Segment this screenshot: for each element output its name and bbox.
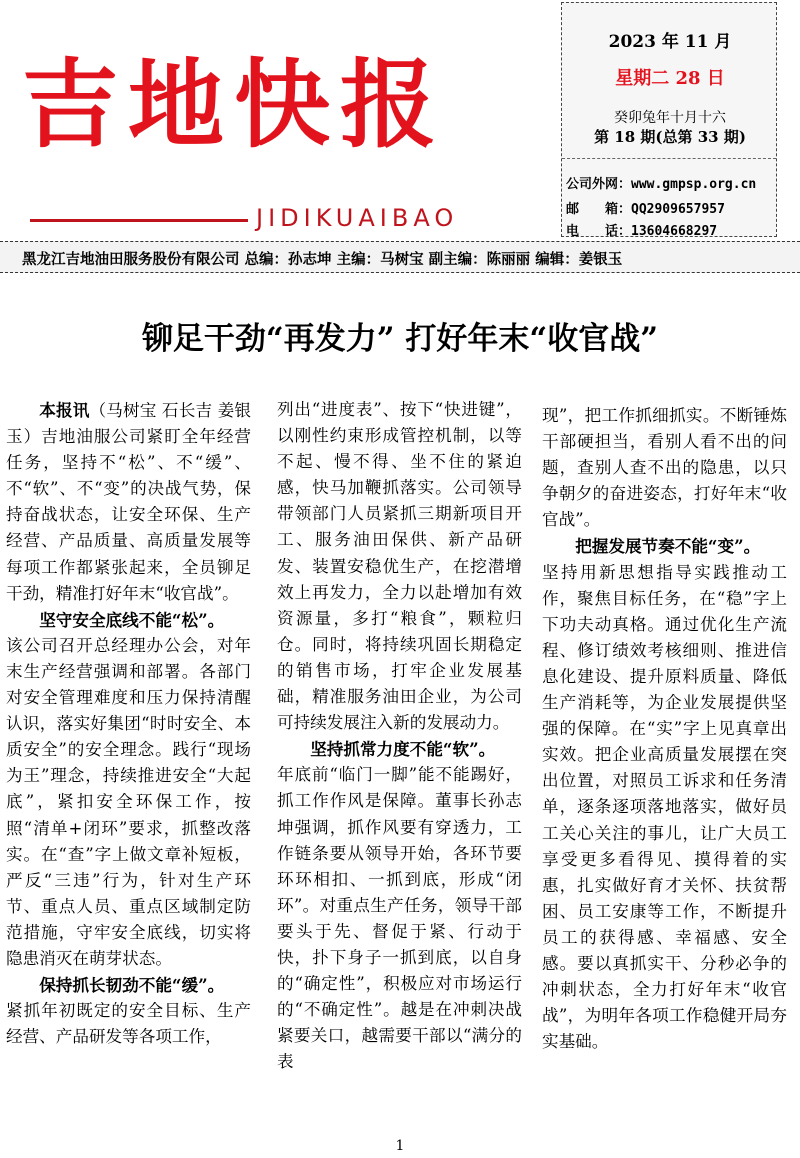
newspaper-masthead: 吉地快报 xyxy=(22,48,446,161)
info-divider xyxy=(562,158,776,159)
phone-line: 电 话：13604668297 xyxy=(566,224,718,239)
article-column-2 xyxy=(277,397,522,1075)
article-paragraph: 紧抓年初既定的安全目标、生产经营、产品研发等各项工作， xyxy=(6,1001,251,1047)
page-number: 1 xyxy=(395,1138,405,1154)
website-line: 公司外网：www.gmpsp.org.cn xyxy=(566,177,757,192)
article-column-1 xyxy=(6,397,251,1050)
article-headline: 铆足干劲“再发力” 打好年末“收官战” xyxy=(141,321,659,357)
article-dateline: 本报讯 xyxy=(39,400,90,420)
issue-date: 2023 年 11 月 xyxy=(608,32,732,52)
staff-bar xyxy=(0,241,800,273)
masthead-divider xyxy=(30,219,248,222)
issue-weekday: 星期二 28 日 xyxy=(615,68,725,89)
article-paragraph: 该公司召开总经理办公会，对年末生产经营强调和部署。各部门对安全管理难度和压力保持清醒认识，落实好集团“时时安全、本质安全”的安全理念。践行“现场为王”理念，持续推进安全“大起底”，紧扣安全环保工作，按照“清单+闭环”要求，抓整改落实。在“查”字上做文章补短板，严反“三违”行为，针对生产环节、重点人员、重点区域制定防范措施，守牢安全底线，切实将隐患消灭在萌芽状态。 xyxy=(6,635,251,968)
section-heading: 把握发展节奏不能“变”。 xyxy=(575,536,761,557)
issue-info-box xyxy=(561,2,777,237)
article-paragraph: 现”，把工作抓细抓实。不断锤炼干部硬担当，看别人看不出的问题，查别人查不出的隐患，以只争朝夕的奋进姿态，打好年末“收官战”。 xyxy=(542,406,787,530)
lunar-date: 癸卯兔年十月十六 xyxy=(614,110,726,126)
article-paragraph: 年底前“临门一脚”能不能踢好，抓工作作风是保障。董事长孙志坤强调，抓作风要有穿透力，工作链条要从领导开始，各环节要环环相扣、一抓到底，形成“闭环”。对重点生产任务，领导干部要头于先、督促于紧、行动于快，扑下身子一抓到底，以自身的“确定性”，积极应对市场运行的“不确定性”。越是在冲刺决战紧要关口，越需要干部以“满分的表 xyxy=(277,765,522,1072)
section-heading: 坚守安全底线不能“松”。 xyxy=(39,609,225,630)
staff-credits: 黑龙江吉地油田服务股份有限公司 总编：孙志坤 主编：马树宝 副主编：陈丽丽 编辑：姜银玉 xyxy=(22,252,623,268)
section-heading: 坚持抓常力度不能“软”。 xyxy=(310,739,496,760)
masthead-pinyin: JIDIKUAIBAO xyxy=(256,204,459,232)
article-paragraph xyxy=(6,397,251,607)
article-paragraph: 列出“进度表”、按下“快进键”，以刚性约束形成管控机制，以等不起、慢不得、坐不住的紧迫感，快马加鞭抓落实。公司领导带领部门人员紧抓三期新项目开工、服务油田保供、新产品研发、装置安稳优生产，在挖潜增效上再发力，全力以赴增加有效资源量，多打“粮食”，颗粒归仓。同时，将持续巩固长期稳定的销售市场，打牢企业发展基础，精准服务油田企业，为公司可持续发展注入新的发展动力。 xyxy=(277,400,522,733)
email-line: 邮 箱：QQ2909657957 xyxy=(566,202,725,217)
paragraph-text: （马树宝 石长吉 姜银玉）吉地油服公司紧盯全年经营任务，坚持不“松”、不“缓”、不“软”、不“变”的决战气势，保持奋战状态，让安全环保、生产经营、产品质量、高质量发展等每项工作都紧张起来，全员铆足干劲，精准打好年末“收官战”。 xyxy=(6,401,251,603)
article-paragraph: 坚持用新思想指导实践推动工作，聚焦目标任务，在“稳”字上下功夫动真格。通过优化生产流程、修订绩效考核细则、推进信息化建设、提升原料质量、降低生产消耗等，为企业发展提供坚强的保障。在“实”字上见真章出实效。把企业高质量发展摆在突出位置，对照员工诉求和任务清单，逐条逐项落地落实，做好员工关心关注的事儿，让广大员工享受更多看得见、摸得着的实惠，扎实做好育才关怀、扶贫帮困、员工安康等工作，不断提升员工的获得感、幸福感、安全感。要以真抓实干、分秒必争的冲刺状态，全力打好年末“收官战”，为明年各项工作稳健开局夯实基础。 xyxy=(542,562,787,1052)
issue-number: 第 18 期(总第 33 期) xyxy=(594,128,746,146)
section-heading: 保持抓长韧劲不能“缓”。 xyxy=(39,975,225,996)
article-column-3 xyxy=(542,403,787,1055)
